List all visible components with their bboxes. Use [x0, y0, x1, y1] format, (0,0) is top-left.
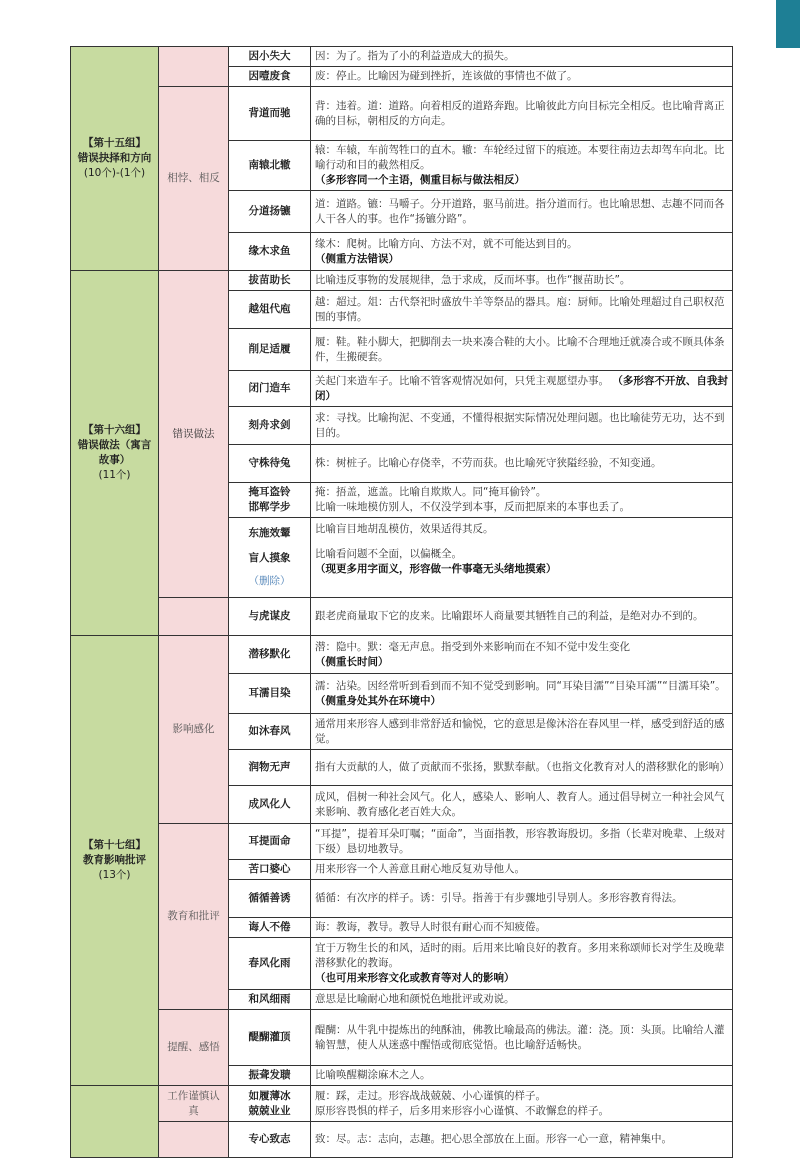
explanation-text: 关起门来造车子。比喻不管客观情况如何，只凭主观愿望办事。 — [315, 374, 609, 387]
group-17-cell — [71, 636, 159, 1086]
group-16-count: (11个) — [98, 469, 131, 481]
idiom-word: 盲人摸象 — [248, 552, 291, 564]
idiom-explanation — [311, 233, 733, 271]
idiom-explanation-pair — [311, 1086, 733, 1122]
idiom-word: 振聋发聩 — [229, 1066, 311, 1086]
explanation-text: 比喻看问题不全面，以偏概全。 — [315, 548, 462, 560]
idiom-word: 拔苗助长 — [229, 271, 311, 291]
explanation-text: 履：踩，走过。形容战战兢兢、小心谨慎的样子。 — [315, 1089, 546, 1102]
idiom-word-pair — [229, 1086, 311, 1122]
idiom-explanation: 致：尽。志：志向，志趣。把心思全部放在上面。形容一心一意，精神集中。 — [311, 1122, 733, 1158]
delete-mark: （删除） — [248, 575, 291, 587]
idiom-explanation — [311, 636, 733, 674]
explanation-note: （也可用来形容文化或教育等对人的影响） — [315, 972, 515, 984]
explanation-text: 濡：沾染。因经常听到看到而不知不觉受到影响。同“耳染目濡”“目染耳濡”“目濡耳染”。 — [315, 679, 726, 692]
idiom-word: 因小失大 — [229, 47, 311, 67]
idiom-word: 苦口婆心 — [229, 860, 311, 880]
explanation-text: 辕：车辕，车前驾牲口的直木。辙：车轮经过留下的痕迹。本要往南边去却驾车向北。比喻行动和目的截然相反。 — [315, 144, 725, 171]
idiom-word: 东施效颦 — [248, 527, 291, 539]
idiom-explanation: 比喻违反事物的发展规律，急于求成，反而坏事。也作“揠苗助长”。 — [311, 271, 733, 291]
idiom-word: 和风细雨 — [229, 990, 311, 1010]
explanation-text: 潜：隐中。默：毫无声息。指受到外来影响而在不知不觉中发生变化 — [315, 640, 630, 653]
idiom-word: 耳提面命 — [229, 824, 311, 860]
explanation-note: （多形容不开放、自我封闭） — [315, 374, 728, 402]
idiom-explanation: 废：停止。比喻因为碰到挫折，连该做的事情也不做了。 — [311, 67, 733, 87]
idiom-word: 循循善诱 — [229, 880, 311, 918]
idiom-word: 南辕北辙 — [229, 141, 311, 191]
idiom-word: 因噎废食 — [229, 67, 311, 87]
idiom-word: 背道而驰 — [229, 87, 311, 141]
category-empty — [159, 1122, 229, 1158]
idiom-word: 守株待兔 — [229, 445, 311, 483]
idiom-explanation — [311, 371, 733, 407]
idiom-word: 如沐春风 — [229, 714, 311, 750]
idiom-explanation: 道：道路。镳：马嚼子。分开道路，驱马前进。指分道而行。也比喻思想、志趣不同而各人干各人的事。也作“扬镳分路”。 — [311, 191, 733, 233]
group-15-title: 【第十五组】 — [83, 137, 146, 149]
explanation-text: 比喻一味地模仿别人，不仅没学到本事，反而把原来的本事也丢了。 — [315, 501, 630, 513]
idiom-word: 润物无声 — [229, 750, 311, 786]
explanation-text: 比喻盲目地胡乱模仿，效果适得其反。 — [315, 523, 494, 535]
idiom-word: 越俎代庖 — [229, 291, 311, 329]
category-cell: 相悖、相反 — [159, 87, 229, 271]
explanation-text: 掩：捂盖，遮盖。比喻自欺欺人。同“掩耳偷铃”。 — [315, 486, 547, 498]
idiom-explanation — [311, 141, 733, 191]
idiom-word: 削足适履 — [229, 329, 311, 371]
group-17-title: 【第十七组】 — [83, 839, 146, 851]
idiom-word: 与虎谋皮 — [229, 598, 311, 636]
category-empty — [159, 598, 229, 636]
idiom-word: 刻舟求剑 — [229, 407, 311, 445]
idiom-word: 兢兢业业 — [248, 1104, 291, 1117]
explanation-note: （侧重方法错误） — [315, 252, 399, 265]
idiom-explanation: 履：鞋。鞋小脚大，把脚削去一块来凑合鞋的大小。比喻不合理地迁就凑合或不顾具体条件，生搬硬套。 — [311, 329, 733, 371]
category-cell: 工作谨慎认真 — [159, 1086, 229, 1122]
idiom-explanation: 醍醐：从牛乳中提炼出的纯酥油，佛教比喻最高的佛法。灌：浇。顶：头顶。比喻给人灌输智慧，使人从迷惑中醒悟或彻底觉悟。也比喻舒适畅快。 — [311, 1010, 733, 1066]
idiom-explanation: 比喻唤醒糊涂麻木之人。 — [311, 1066, 733, 1086]
idiom-explanation: 通常用来形容人感到非常舒适和愉悦，它的意思是像沐浴在春风里一样，感受到舒适的感觉。 — [311, 714, 733, 750]
idiom-explanation: 用来形容一个人善意且耐心地反复劝导他人。 — [311, 860, 733, 880]
idiom-explanation: 株：树桩子。比喻心存侥幸，不劳而获。也比喻死守狭隘经验，不知变通。 — [311, 445, 733, 483]
group-16-cell — [71, 271, 159, 636]
group-next-cell — [71, 1086, 159, 1158]
category-cell: 提醒、感悟 — [159, 1010, 229, 1086]
idiom-word: 邯郸学步 — [248, 501, 291, 513]
idiom-word: 春风化雨 — [229, 938, 311, 990]
idiom-word-pair — [229, 483, 311, 518]
group-17-count: (13个) — [98, 869, 131, 881]
explanation-text: 缘木：爬树。比喻方向、方法不对，就不可能达到目的。 — [315, 237, 578, 250]
idiom-word: 如履薄冰 — [248, 1089, 291, 1102]
idiom-explanation — [311, 674, 733, 714]
idiom-word-pair — [229, 518, 311, 598]
idiom-explanation: 求：寻找。比喻拘泥、不变通，不懂得根据实际情况处理问题。也比喻徒劳无功，达不到目的。 — [311, 407, 733, 445]
idiom-explanation: 指有大贡献的人，做了贡献而不张扬，默默奉献。（也指文化教育对人的潜移默化的影响） — [311, 750, 733, 786]
idiom-word: 成风化人 — [229, 786, 311, 824]
category-cell: 影响感化 — [159, 636, 229, 824]
idiom-explanation — [311, 938, 733, 990]
idiom-word: 闭门造车 — [229, 371, 311, 407]
idiom-word: 专心致志 — [229, 1122, 311, 1158]
category-cell: 错误做法 — [159, 271, 229, 598]
explanation-note: （多形容同一个主语，侧重目标与做法相反） — [315, 174, 525, 186]
idiom-explanation-pair — [311, 483, 733, 518]
idiom-explanation-pair — [311, 518, 733, 598]
group-16-subtitle: 错误做法（寓言故事） — [77, 439, 152, 466]
group-16-title: 【第十六组】 — [83, 424, 146, 436]
idiom-explanation: 成风，倡树一种社会风气。化人，感染人、影响人、教育人。通过倡导树立一种社会风气来影响、教育感化老百姓大众。 — [311, 786, 733, 824]
category-empty — [159, 47, 229, 87]
group-15-count: (10个)-(1个) — [83, 167, 146, 179]
idiom-word: 缘木求鱼 — [229, 233, 311, 271]
group-15-subtitle: 错误抉择和方向 — [77, 152, 152, 164]
category-cell: 教育和批评 — [159, 824, 229, 1010]
explanation-text: 原形容畏惧的样子，后多用来形容小心谨慎、不敢懈怠的样子。 — [315, 1104, 609, 1117]
explanation-text: 宜于万物生长的和风，适时的雨。后用来比喻良好的教育。多用来称颂师长对学生及晚辈潜移默化的教诲。 — [315, 942, 725, 969]
idiom-word: 耳濡目染 — [229, 674, 311, 714]
explanation-note: （侧重长时间） — [315, 655, 389, 668]
explanation-note: （现更多用字面义，形容做一件事毫无头绪地摸索） — [315, 563, 557, 575]
idiom-explanation: 因：为了。指为了小的利益造成大的损失。 — [311, 47, 733, 67]
idiom-explanation: 意思是比喻耐心地和颜悦色地批评或劝说。 — [311, 990, 733, 1010]
idiom-explanation: 跟老虎商量取下它的皮来。比喻跟坏人商量要其牺牲自己的利益，是绝对办不到的。 — [311, 598, 733, 636]
idiom-explanation: 诲：教诲，教导。教导人时很有耐心而不知疲倦。 — [311, 918, 733, 938]
idiom-explanation: 循循：有次序的样子。诱：引导。指善于有步骤地引导别人。多形容教育得法。 — [311, 880, 733, 918]
idiom-explanation: “耳提”，提着耳朵叮嘱；“面命”，当面指教，形容教诲殷切。多指（长辈对晚辈、上级对下级）恳切地教导。 — [311, 824, 733, 860]
group-17-subtitle: 教育影响批评 — [83, 854, 146, 866]
page-edge-tab — [776, 0, 800, 48]
idiom-word: 分道扬镳 — [229, 191, 311, 233]
idiom-explanation: 越：超过。俎：古代祭祀时盛放牛羊等祭品的器具。庖：厨师。比喻处理超过自己职权范围的事情。 — [311, 291, 733, 329]
idiom-word: 掩耳盗铃 — [248, 486, 291, 498]
idiom-explanation: 背：违着。道：道路。向着相反的道路奔跑。比喻彼此方向目标完全相反。也比喻背离正确的目标，朝相反的方向走。 — [311, 87, 733, 141]
idiom-word: 诲人不倦 — [229, 918, 311, 938]
idiom-word: 潜移默化 — [229, 636, 311, 674]
idiom-word: 醍醐灌顶 — [229, 1010, 311, 1066]
idiom-table — [70, 46, 733, 1158]
group-15-cell — [71, 47, 159, 271]
explanation-note: （侧重身处其外在环境中） — [315, 694, 441, 707]
